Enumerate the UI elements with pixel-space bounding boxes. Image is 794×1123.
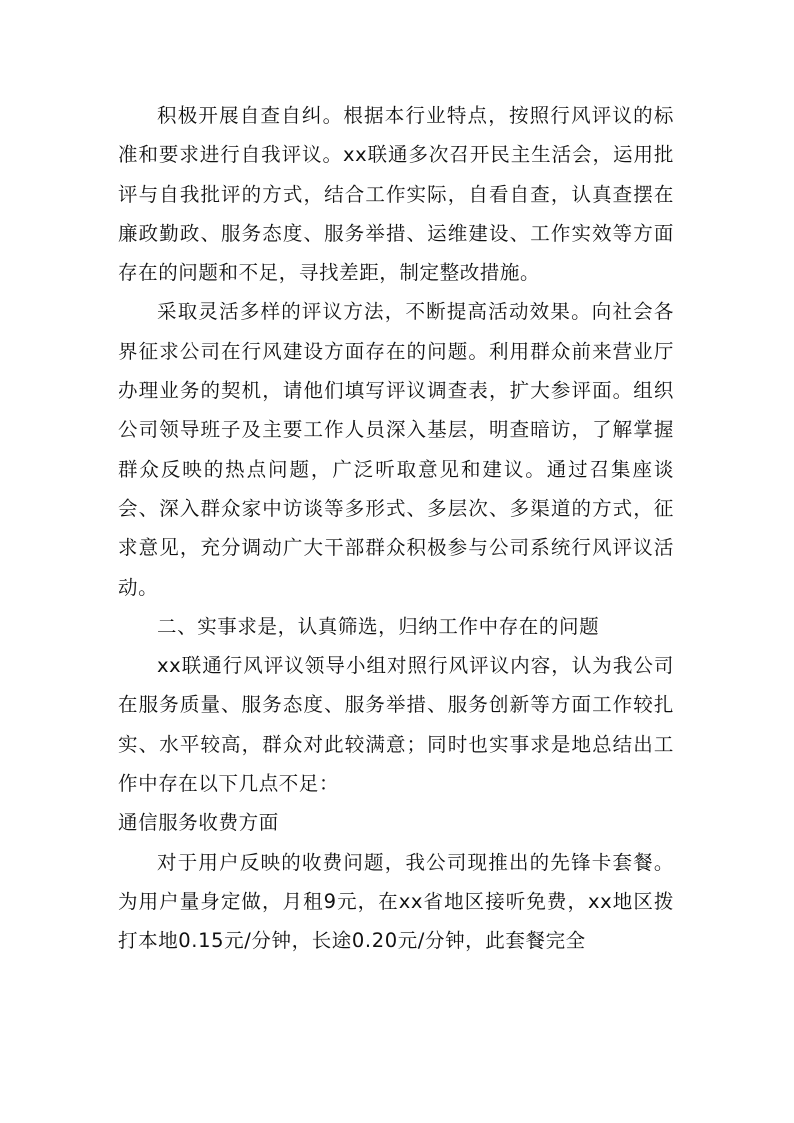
subheading-service-fees: 通信服务收费方面 xyxy=(118,811,279,835)
paragraph-fee-package: 对于用户反映的收费问题，我公司现推出的先锋卡套餐。为用户量身定做，月租9元，在xx省地区接听免费，xx地区拨打本地0.15元/分钟，长途0.20元/分钟，此套餐完全 xyxy=(118,850,674,953)
section-heading-problems: 二、实事求是，认真筛选，归纳工作中存在的问题 xyxy=(157,614,600,638)
paragraph-self-inspection: 积极开展自查自纠。根据本行业特点，按照行风评议的标准和要求进行自我评议。xx联通多次召开民主生活会，运用批评与自我批评的方式，结合工作实际，自看自查，认真查摆在廉政勤政、服务态度、服务举措、运维建设、工作实效等方面存在的问题和不足，寻找差距，制定整改措施。 xyxy=(118,104,674,285)
paragraph-evaluation-methods: 采取灵活多样的评议方法，不断提高活动效果。向社会各界征求公司在行风建设方面存在的问题。利用群众前来营业厅办理业务的契机，请他们填写评议调查表，扩大参评面。组织公司领导班子及主要工作人员深入基层，明查暗访，了解掌握群众反映的热点问题，广泛听取意见和建议。通过召集座谈会、深入群众家中访谈等多形式、多层次、多渠道的方式，征求意见，充分调动广大干部群众积极参与公司系统行风评议活动。 xyxy=(118,300,674,599)
paragraph-shortcomings-intro: xx联通行风评议领导小组对照行风评议内容，认为我公司在服务质量、服务态度、服务举措、服务创新等方面工作较扎实、水平较高，群众对此较满意；同时也实事求是地总结出工作中存在以下几点不足： xyxy=(118,654,674,796)
document-body xyxy=(118,96,674,961)
